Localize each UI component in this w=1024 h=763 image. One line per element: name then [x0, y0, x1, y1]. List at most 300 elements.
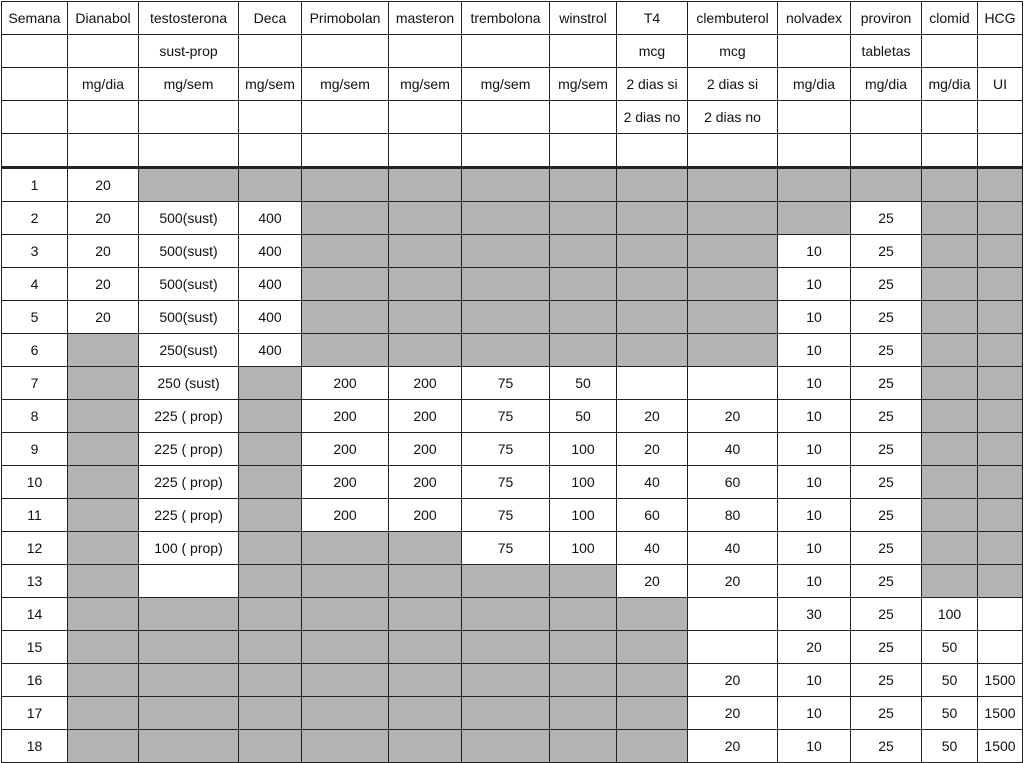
data-cell[interactable]: [139, 631, 239, 664]
data-cell[interactable]: [302, 268, 389, 301]
data-cell[interactable]: 60: [688, 466, 778, 499]
week-cell[interactable]: 2: [2, 202, 68, 235]
data-cell[interactable]: [978, 598, 1023, 631]
data-cell[interactable]: [617, 598, 688, 631]
header-cell[interactable]: mg/sem: [239, 68, 302, 101]
data-cell[interactable]: [978, 565, 1023, 598]
data-cell[interactable]: [550, 697, 617, 730]
header-cell[interactable]: [239, 35, 302, 68]
data-cell[interactable]: [688, 268, 778, 301]
data-cell[interactable]: 50: [922, 697, 978, 730]
data-cell[interactable]: 100: [550, 532, 617, 565]
header-cell[interactable]: [68, 101, 139, 134]
week-cell[interactable]: 12: [2, 532, 68, 565]
data-cell[interactable]: [617, 664, 688, 697]
header-cell[interactable]: T4: [617, 2, 688, 35]
data-cell[interactable]: 50: [922, 730, 978, 763]
data-cell[interactable]: [617, 730, 688, 763]
data-cell[interactable]: 10: [778, 697, 851, 730]
data-cell[interactable]: 225 ( prop): [139, 466, 239, 499]
data-cell[interactable]: [978, 268, 1023, 301]
data-cell[interactable]: 20: [68, 168, 139, 202]
data-cell[interactable]: [978, 367, 1023, 400]
data-cell[interactable]: [139, 598, 239, 631]
data-cell[interactable]: [462, 631, 550, 664]
header-cell[interactable]: mg/sem: [302, 68, 389, 101]
data-cell[interactable]: 400: [239, 301, 302, 334]
data-cell[interactable]: 50: [922, 664, 978, 697]
header-cell[interactable]: [617, 134, 688, 168]
data-cell[interactable]: 100: [550, 466, 617, 499]
data-cell[interactable]: [550, 202, 617, 235]
data-cell[interactable]: 25: [851, 235, 922, 268]
data-cell[interactable]: 25: [851, 301, 922, 334]
data-cell[interactable]: 75: [462, 466, 550, 499]
data-cell[interactable]: [302, 598, 389, 631]
data-cell[interactable]: 10: [778, 400, 851, 433]
data-cell[interactable]: 25: [851, 598, 922, 631]
data-cell[interactable]: [302, 565, 389, 598]
header-cell[interactable]: [462, 35, 550, 68]
data-cell[interactable]: 25: [851, 664, 922, 697]
header-cell[interactable]: testosterona: [139, 2, 239, 35]
data-cell[interactable]: [462, 334, 550, 367]
data-cell[interactable]: [922, 301, 978, 334]
data-cell[interactable]: [617, 631, 688, 664]
data-cell[interactable]: [778, 202, 851, 235]
data-cell[interactable]: [68, 367, 139, 400]
data-cell[interactable]: 50: [922, 631, 978, 664]
data-cell[interactable]: [68, 334, 139, 367]
data-cell[interactable]: [139, 697, 239, 730]
data-cell[interactable]: [922, 466, 978, 499]
data-cell[interactable]: [302, 301, 389, 334]
data-cell[interactable]: [550, 664, 617, 697]
data-cell[interactable]: [462, 730, 550, 763]
data-cell[interactable]: [617, 235, 688, 268]
data-cell[interactable]: [688, 235, 778, 268]
data-cell[interactable]: [239, 532, 302, 565]
data-cell[interactable]: 500(sust): [139, 268, 239, 301]
data-cell[interactable]: [239, 697, 302, 730]
data-cell[interactable]: [389, 168, 462, 202]
data-cell[interactable]: [978, 301, 1023, 334]
header-cell[interactable]: tabletas: [851, 35, 922, 68]
data-cell[interactable]: 30: [778, 598, 851, 631]
data-cell[interactable]: 40: [617, 466, 688, 499]
data-cell[interactable]: [688, 334, 778, 367]
data-cell[interactable]: [978, 168, 1023, 202]
data-cell[interactable]: 60: [617, 499, 688, 532]
data-cell[interactable]: 25: [851, 400, 922, 433]
data-cell[interactable]: [302, 168, 389, 202]
data-cell[interactable]: [302, 235, 389, 268]
header-cell[interactable]: [978, 101, 1023, 134]
data-cell[interactable]: [550, 334, 617, 367]
data-cell[interactable]: [550, 565, 617, 598]
data-cell[interactable]: [389, 697, 462, 730]
data-cell[interactable]: 250 (sust): [139, 367, 239, 400]
header-cell[interactable]: 2 dias si: [688, 68, 778, 101]
data-cell[interactable]: [68, 433, 139, 466]
data-cell[interactable]: [389, 664, 462, 697]
data-cell[interactable]: [617, 301, 688, 334]
data-cell[interactable]: [922, 499, 978, 532]
data-cell[interactable]: 20: [617, 400, 688, 433]
data-cell[interactable]: [389, 268, 462, 301]
data-cell[interactable]: 1500: [978, 730, 1023, 763]
data-cell[interactable]: [922, 532, 978, 565]
data-cell[interactable]: 20: [688, 400, 778, 433]
data-cell[interactable]: [778, 168, 851, 202]
data-cell[interactable]: [139, 168, 239, 202]
data-cell[interactable]: [239, 499, 302, 532]
data-cell[interactable]: [239, 664, 302, 697]
data-cell[interactable]: 75: [462, 367, 550, 400]
data-cell[interactable]: [978, 400, 1023, 433]
header-cell[interactable]: [550, 101, 617, 134]
data-cell[interactable]: [389, 631, 462, 664]
data-cell[interactable]: [389, 565, 462, 598]
data-cell[interactable]: [239, 466, 302, 499]
header-cell[interactable]: mg/dia: [922, 68, 978, 101]
data-cell[interactable]: 400: [239, 268, 302, 301]
data-cell[interactable]: [302, 664, 389, 697]
data-cell[interactable]: 250(sust): [139, 334, 239, 367]
header-cell[interactable]: [302, 134, 389, 168]
header-cell[interactable]: [239, 134, 302, 168]
data-cell[interactable]: 10: [778, 664, 851, 697]
data-cell[interactable]: [922, 235, 978, 268]
data-cell[interactable]: 10: [778, 466, 851, 499]
data-cell[interactable]: 75: [462, 400, 550, 433]
header-cell-week[interactable]: [2, 101, 68, 134]
header-cell[interactable]: Primobolan: [302, 2, 389, 35]
header-cell[interactable]: 2 dias si: [617, 68, 688, 101]
header-cell[interactable]: [139, 134, 239, 168]
data-cell[interactable]: [68, 631, 139, 664]
data-cell[interactable]: [389, 202, 462, 235]
data-cell[interactable]: 25: [851, 433, 922, 466]
data-cell[interactable]: [389, 235, 462, 268]
data-cell[interactable]: 40: [617, 532, 688, 565]
data-cell[interactable]: 50: [550, 367, 617, 400]
data-cell[interactable]: [688, 168, 778, 202]
header-cell[interactable]: masteron: [389, 2, 462, 35]
header-cell[interactable]: [778, 134, 851, 168]
data-cell[interactable]: 20: [617, 565, 688, 598]
data-cell[interactable]: [922, 168, 978, 202]
header-cell[interactable]: sust-prop: [139, 35, 239, 68]
data-cell[interactable]: [462, 598, 550, 631]
header-cell[interactable]: mg/sem: [550, 68, 617, 101]
data-cell[interactable]: [239, 400, 302, 433]
header-cell[interactable]: [389, 35, 462, 68]
data-cell[interactable]: 200: [389, 499, 462, 532]
data-cell[interactable]: 25: [851, 466, 922, 499]
data-cell[interactable]: 20: [688, 730, 778, 763]
data-cell[interactable]: [550, 268, 617, 301]
data-cell[interactable]: 10: [778, 532, 851, 565]
data-cell[interactable]: 100 ( prop): [139, 532, 239, 565]
data-cell[interactable]: 25: [851, 367, 922, 400]
data-cell[interactable]: 200: [389, 367, 462, 400]
data-cell[interactable]: 25: [851, 565, 922, 598]
week-cell[interactable]: 5: [2, 301, 68, 334]
data-cell[interactable]: [68, 565, 139, 598]
data-cell[interactable]: [617, 168, 688, 202]
data-cell[interactable]: 10: [778, 730, 851, 763]
data-cell[interactable]: 25: [851, 202, 922, 235]
data-cell[interactable]: [68, 400, 139, 433]
week-cell[interactable]: 14: [2, 598, 68, 631]
header-cell[interactable]: mcg: [688, 35, 778, 68]
data-cell[interactable]: 20: [68, 268, 139, 301]
data-cell[interactable]: 25: [851, 697, 922, 730]
data-cell[interactable]: [922, 400, 978, 433]
data-cell[interactable]: [462, 301, 550, 334]
data-cell[interactable]: [389, 598, 462, 631]
data-cell[interactable]: 20: [778, 631, 851, 664]
data-cell[interactable]: [550, 631, 617, 664]
header-cell[interactable]: [978, 134, 1023, 168]
header-cell[interactable]: [239, 101, 302, 134]
header-cell[interactable]: [389, 101, 462, 134]
header-cell[interactable]: winstrol: [550, 2, 617, 35]
data-cell[interactable]: [239, 367, 302, 400]
header-cell[interactable]: [302, 35, 389, 68]
data-cell[interactable]: [688, 598, 778, 631]
data-cell[interactable]: [239, 730, 302, 763]
data-cell[interactable]: 10: [778, 334, 851, 367]
data-cell[interactable]: [978, 433, 1023, 466]
header-cell[interactable]: [550, 134, 617, 168]
data-cell[interactable]: [978, 235, 1023, 268]
data-cell[interactable]: 20: [68, 202, 139, 235]
header-cell[interactable]: [851, 101, 922, 134]
week-cell[interactable]: 3: [2, 235, 68, 268]
header-cell[interactable]: [922, 101, 978, 134]
data-cell[interactable]: [688, 631, 778, 664]
data-cell[interactable]: 100: [550, 433, 617, 466]
data-cell[interactable]: 500(sust): [139, 202, 239, 235]
header-cell-week[interactable]: [2, 68, 68, 101]
data-cell[interactable]: [462, 168, 550, 202]
data-cell[interactable]: [922, 433, 978, 466]
data-cell[interactable]: 40: [688, 532, 778, 565]
data-cell[interactable]: 200: [389, 433, 462, 466]
data-cell[interactable]: [550, 235, 617, 268]
week-cell[interactable]: 15: [2, 631, 68, 664]
data-cell[interactable]: 20: [688, 664, 778, 697]
header-cell[interactable]: mg/dia: [778, 68, 851, 101]
header-cell[interactable]: [978, 35, 1023, 68]
data-cell[interactable]: 10: [778, 367, 851, 400]
week-cell[interactable]: 6: [2, 334, 68, 367]
data-cell[interactable]: 10: [778, 301, 851, 334]
week-cell[interactable]: 9: [2, 433, 68, 466]
header-cell[interactable]: mg/sem: [389, 68, 462, 101]
data-cell[interactable]: [922, 202, 978, 235]
data-cell[interactable]: [688, 301, 778, 334]
week-cell[interactable]: 7: [2, 367, 68, 400]
data-cell[interactable]: 200: [389, 400, 462, 433]
data-cell[interactable]: [617, 334, 688, 367]
data-cell[interactable]: [302, 334, 389, 367]
data-cell[interactable]: [68, 598, 139, 631]
data-cell[interactable]: 225 ( prop): [139, 400, 239, 433]
week-cell[interactable]: 13: [2, 565, 68, 598]
data-cell[interactable]: [68, 532, 139, 565]
data-cell[interactable]: 100: [550, 499, 617, 532]
data-cell[interactable]: 20: [68, 301, 139, 334]
data-cell[interactable]: [139, 730, 239, 763]
data-cell[interactable]: 400: [239, 202, 302, 235]
data-cell[interactable]: [302, 631, 389, 664]
data-cell[interactable]: [139, 664, 239, 697]
data-cell[interactable]: 10: [778, 499, 851, 532]
data-cell[interactable]: 25: [851, 268, 922, 301]
header-cell[interactable]: 2 dias no: [688, 101, 778, 134]
header-cell[interactable]: [778, 35, 851, 68]
data-cell[interactable]: [922, 334, 978, 367]
week-cell[interactable]: 1: [2, 168, 68, 202]
data-cell[interactable]: [68, 730, 139, 763]
data-cell[interactable]: 20: [688, 697, 778, 730]
data-cell[interactable]: 225 ( prop): [139, 433, 239, 466]
week-cell[interactable]: 10: [2, 466, 68, 499]
data-cell[interactable]: [550, 301, 617, 334]
data-cell[interactable]: 1500: [978, 664, 1023, 697]
header-cell[interactable]: clembuterol: [688, 2, 778, 35]
data-cell[interactable]: [851, 168, 922, 202]
data-cell[interactable]: [978, 334, 1023, 367]
header-cell-week[interactable]: [2, 35, 68, 68]
data-cell[interactable]: [462, 565, 550, 598]
data-cell[interactable]: [239, 433, 302, 466]
header-cell[interactable]: clomid: [922, 2, 978, 35]
header-cell-week[interactable]: [2, 134, 68, 168]
header-cell[interactable]: mg/dia: [68, 68, 139, 101]
data-cell[interactable]: [302, 697, 389, 730]
data-cell[interactable]: [550, 730, 617, 763]
header-cell[interactable]: [389, 134, 462, 168]
header-cell[interactable]: proviron: [851, 2, 922, 35]
data-cell[interactable]: [688, 367, 778, 400]
data-cell[interactable]: 225 ( prop): [139, 499, 239, 532]
header-cell[interactable]: [922, 35, 978, 68]
data-cell[interactable]: [550, 598, 617, 631]
data-cell[interactable]: [462, 697, 550, 730]
data-cell[interactable]: [389, 301, 462, 334]
header-cell[interactable]: [462, 134, 550, 168]
data-cell[interactable]: 200: [389, 466, 462, 499]
data-cell[interactable]: [978, 532, 1023, 565]
data-cell[interactable]: 40: [688, 433, 778, 466]
data-cell[interactable]: 1500: [978, 697, 1023, 730]
data-cell[interactable]: 25: [851, 631, 922, 664]
data-cell[interactable]: 200: [302, 367, 389, 400]
header-cell[interactable]: mg/sem: [462, 68, 550, 101]
data-cell[interactable]: [68, 697, 139, 730]
header-cell[interactable]: [68, 134, 139, 168]
data-cell[interactable]: [139, 565, 239, 598]
data-cell[interactable]: 10: [778, 235, 851, 268]
data-cell[interactable]: 200: [302, 433, 389, 466]
data-cell[interactable]: 20: [68, 235, 139, 268]
data-cell[interactable]: 10: [778, 433, 851, 466]
data-cell[interactable]: [239, 631, 302, 664]
data-cell[interactable]: [68, 664, 139, 697]
data-cell[interactable]: 200: [302, 466, 389, 499]
data-cell[interactable]: 10: [778, 565, 851, 598]
header-cell[interactable]: HCG: [978, 2, 1023, 35]
week-cell[interactable]: 8: [2, 400, 68, 433]
header-cell[interactable]: Deca: [239, 2, 302, 35]
header-cell[interactable]: [139, 101, 239, 134]
data-cell[interactable]: 75: [462, 433, 550, 466]
data-cell[interactable]: [978, 631, 1023, 664]
header-cell-week[interactable]: Semana: [2, 2, 68, 35]
data-cell[interactable]: [302, 730, 389, 763]
data-cell[interactable]: 80: [688, 499, 778, 532]
data-cell[interactable]: [922, 268, 978, 301]
data-cell[interactable]: [978, 466, 1023, 499]
data-cell[interactable]: 100: [922, 598, 978, 631]
header-cell[interactable]: [922, 134, 978, 168]
week-cell[interactable]: 16: [2, 664, 68, 697]
data-cell[interactable]: [617, 202, 688, 235]
header-cell[interactable]: [778, 101, 851, 134]
data-cell[interactable]: 25: [851, 334, 922, 367]
data-cell[interactable]: 20: [688, 565, 778, 598]
data-cell[interactable]: 400: [239, 334, 302, 367]
header-cell[interactable]: [688, 134, 778, 168]
header-cell[interactable]: [68, 35, 139, 68]
data-cell[interactable]: [389, 334, 462, 367]
header-cell[interactable]: mg/sem: [139, 68, 239, 101]
data-cell[interactable]: [462, 664, 550, 697]
data-cell[interactable]: [389, 730, 462, 763]
data-cell[interactable]: 50: [550, 400, 617, 433]
data-cell[interactable]: [617, 268, 688, 301]
data-cell[interactable]: [239, 598, 302, 631]
data-cell[interactable]: [239, 565, 302, 598]
data-cell[interactable]: 75: [462, 499, 550, 532]
data-cell[interactable]: 400: [239, 235, 302, 268]
data-cell[interactable]: [688, 202, 778, 235]
header-cell[interactable]: Dianabol: [68, 2, 139, 35]
data-cell[interactable]: [550, 168, 617, 202]
data-cell[interactable]: 20: [617, 433, 688, 466]
data-cell[interactable]: [978, 202, 1023, 235]
data-cell[interactable]: 500(sust): [139, 301, 239, 334]
data-cell[interactable]: 500(sust): [139, 235, 239, 268]
data-cell[interactable]: [617, 697, 688, 730]
data-cell[interactable]: [302, 202, 389, 235]
header-cell[interactable]: UI: [978, 68, 1023, 101]
data-cell[interactable]: [389, 532, 462, 565]
header-cell[interactable]: [851, 134, 922, 168]
header-cell[interactable]: mcg: [617, 35, 688, 68]
week-cell[interactable]: 18: [2, 730, 68, 763]
data-cell[interactable]: [462, 235, 550, 268]
data-cell[interactable]: 25: [851, 730, 922, 763]
header-cell[interactable]: 2 dias no: [617, 101, 688, 134]
data-cell[interactable]: 200: [302, 499, 389, 532]
data-cell[interactable]: 25: [851, 532, 922, 565]
data-cell[interactable]: [68, 466, 139, 499]
